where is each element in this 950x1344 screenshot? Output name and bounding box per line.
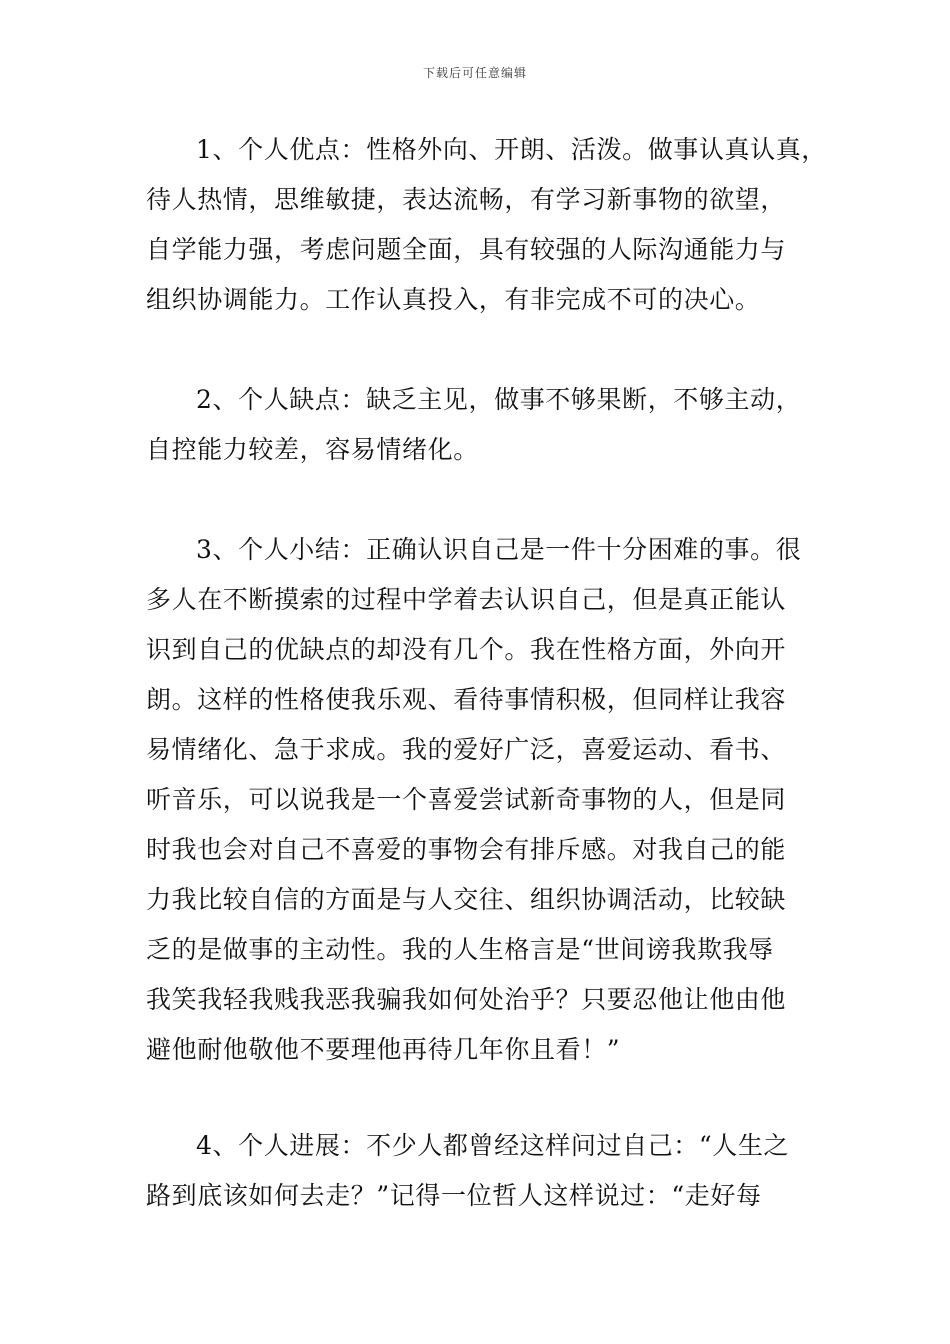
paragraph-strengths <box>146 125 827 325</box>
paragraph-summary <box>146 525 816 1075</box>
paragraph-line: 易情绪化、急于求成。我的爱好广泛，喜爱运动、看书、 <box>146 735 787 764</box>
paragraph-line: 待人热情，思维敏捷，表达流畅，有学习新事物的欲望， <box>146 185 787 214</box>
paragraph-line: 时我也会对自己不喜爱的事物会有排斥感。对我自己的能 <box>146 835 787 864</box>
paragraph-line: 路到底该如何去走？”记得一位哲人这样说过：“走好每 <box>146 1181 762 1210</box>
paragraph-line: 组织协调能力。工作认真投入，有非完成不可的决心。 <box>146 285 761 314</box>
paragraph-weaknesses <box>146 375 816 475</box>
paragraph-line: 避他耐他敬他不要理他再待几年你且看！” <box>146 1035 621 1064</box>
page-header: 下载后可任意编辑 <box>422 66 527 80</box>
paragraph-line: 自控能力较差，容易情绪化。 <box>146 435 479 464</box>
paragraph-line: 乏的是做事的主动性。我的人生格言是“世间谤我欺我辱 <box>146 935 774 964</box>
paragraph-line: 多人在不断摸索的过程中学着去认识自己，但是真正能认 <box>146 585 787 614</box>
paragraph-line: 力我比较自信的方面是与人交往、组织协调活动，比较缺 <box>146 885 787 914</box>
paragraph-line: 自学能力强，考虑问题全面，具有较强的人际沟通能力与 <box>146 235 787 264</box>
paragraph-line: 1、个人优点：性格外向、开朗、活泼。做事认真认真， <box>196 135 827 164</box>
paragraph-line: 我笑我轻我贱我恶我骗我如何处治乎？只要忍他让他由他 <box>146 985 787 1014</box>
paragraph-line: 2、个人缺点：缺乏主见，做事不够果断，不够主动， <box>196 385 802 414</box>
paragraph-line: 3、个人小结：正确认识自己是一件十分困难的事。很 <box>196 535 802 564</box>
paragraph-line: 识到自己的优缺点的却没有几个。我在性格方面，外向开 <box>146 635 787 664</box>
paragraph-line: 听音乐，可以说我是一个喜爱尝试新奇事物的人，但是同 <box>146 785 787 814</box>
paragraph-line: 4、个人进展：不少人都曾经这样问过自己：“人生之 <box>196 1131 790 1160</box>
paragraph-development <box>146 1121 816 1221</box>
paragraph-line: 朗。这样的性格使我乐观、看待事情积极，但同样让我容 <box>146 685 787 714</box>
